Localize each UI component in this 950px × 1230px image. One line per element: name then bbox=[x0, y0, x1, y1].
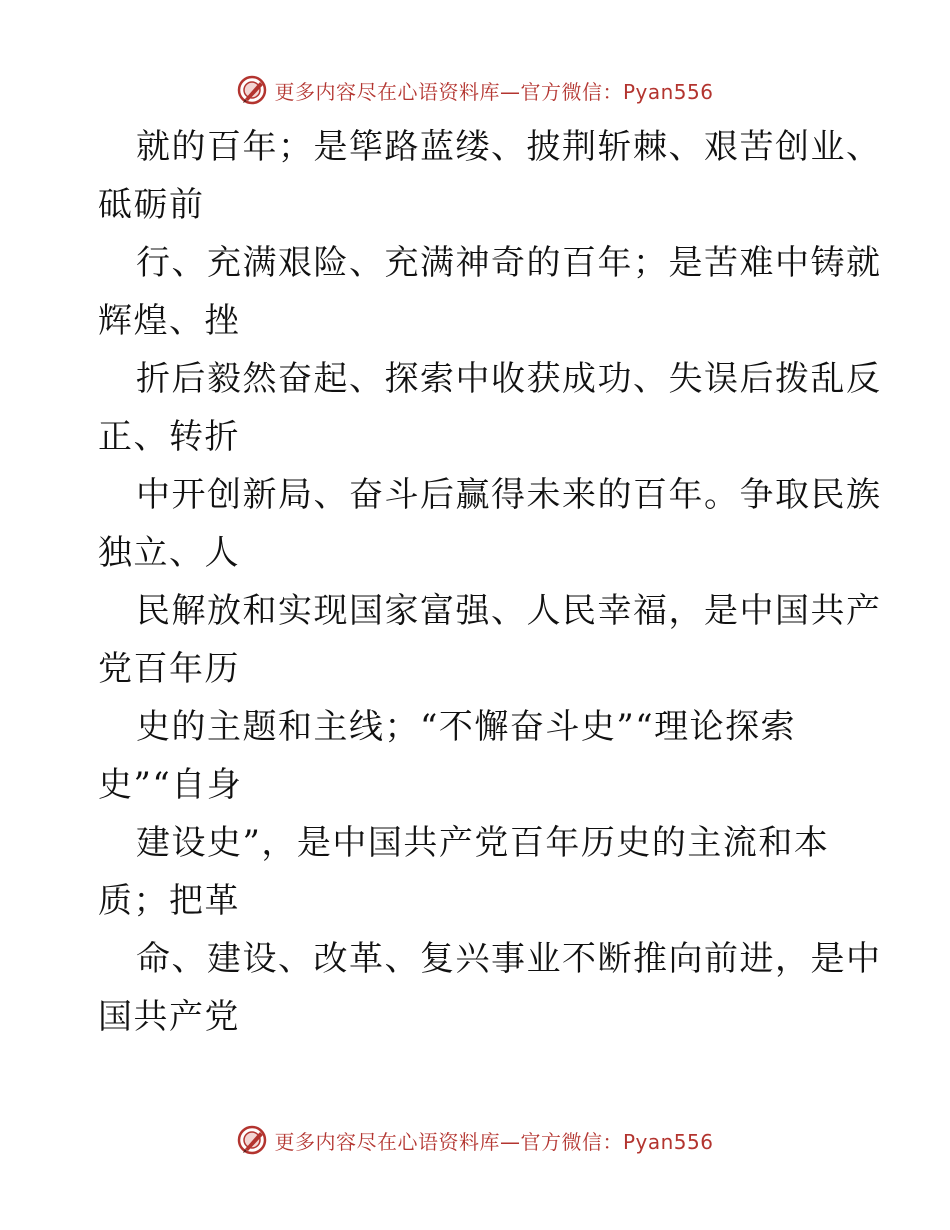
document-body bbox=[98, 118, 882, 1046]
text-line: 建设史”，是中国共产党百年历史的主流和本 bbox=[136, 823, 830, 863]
text-line: 命、建设、改革、复兴事业不断推向前进，是中 bbox=[136, 939, 882, 979]
text-line: 史的主题和主线；“不懈奋斗史”“理论探索 bbox=[136, 707, 797, 747]
text-line: 独立、人 bbox=[98, 533, 240, 573]
text-line: 辉煌、挫 bbox=[98, 301, 240, 341]
pen-logo-icon bbox=[236, 1124, 268, 1156]
text-line: 质；把革 bbox=[98, 881, 240, 921]
banner-text: 更多内容尽在心语资料库—官方微信：Pyan556 bbox=[274, 79, 714, 104]
footer-banner bbox=[0, 1120, 950, 1160]
text-line: 史”“自身 bbox=[98, 765, 243, 805]
text-line: 就的百年；是筚路蓝缕、披荆斩棘、艰苦创业、 bbox=[136, 127, 882, 167]
text-line: 党百年历 bbox=[98, 649, 240, 689]
text-line: 正、转折 bbox=[98, 417, 240, 457]
text-line: 国共产党 bbox=[98, 997, 240, 1037]
text-line: 砥砺前 bbox=[98, 185, 205, 225]
text-line: 民解放和实现国家富强、人民幸福，是中国共产 bbox=[136, 591, 882, 631]
header-banner bbox=[0, 70, 950, 110]
text-line: 行、充满艰险、充满神奇的百年；是苦难中铸就 bbox=[136, 243, 882, 283]
banner-text: 更多内容尽在心语资料库—官方微信：Pyan556 bbox=[274, 1129, 714, 1154]
pen-logo-icon bbox=[236, 74, 268, 106]
text-line: 中开创新局、奋斗后赢得未来的百年。争取民族 bbox=[136, 475, 882, 515]
text-line: 折后毅然奋起、探索中收获成功、失误后拨乱反 bbox=[136, 359, 882, 399]
